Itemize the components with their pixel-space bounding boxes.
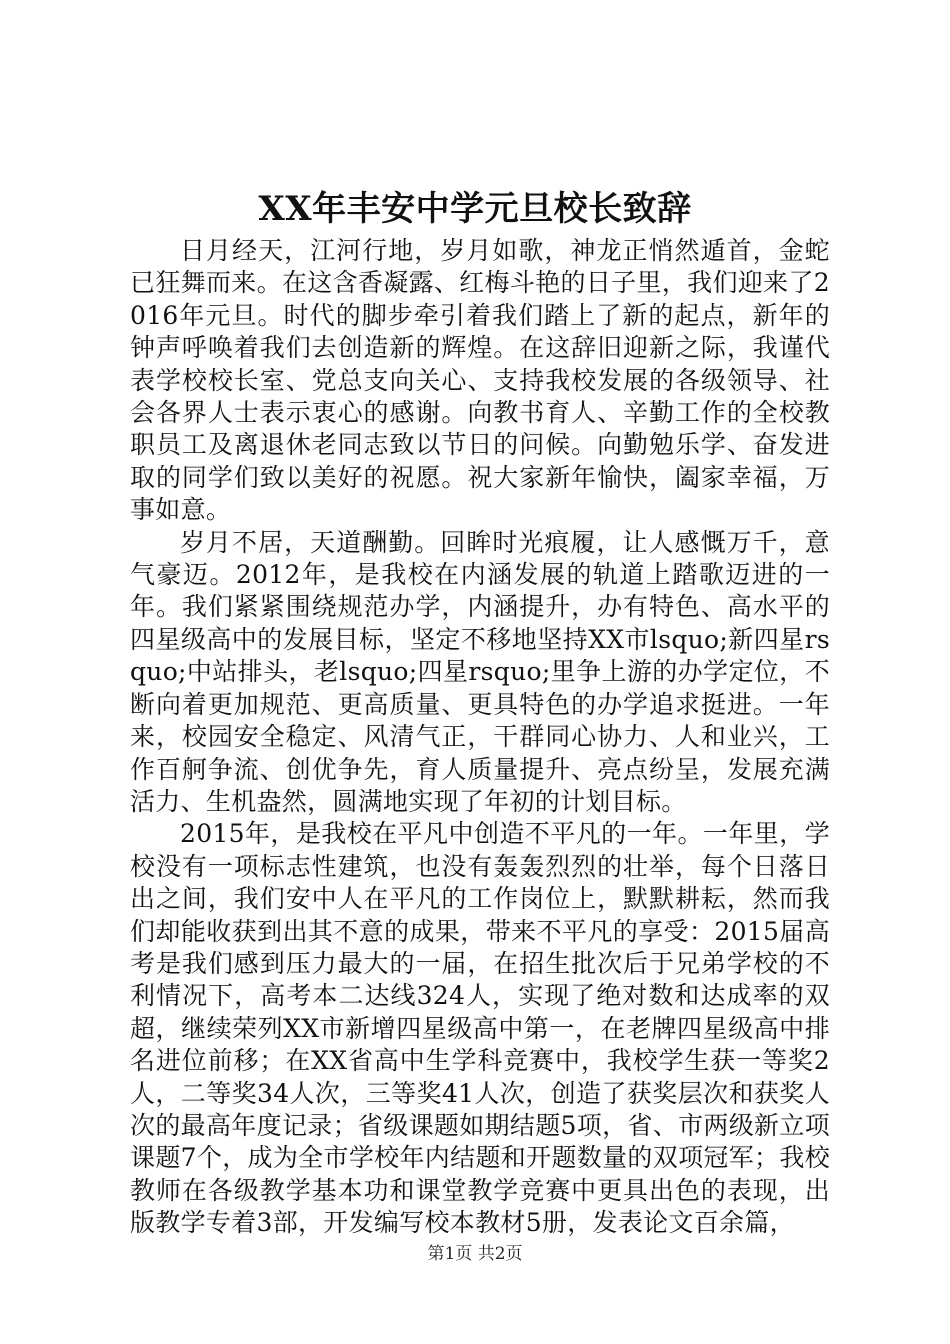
paragraph-3: 2015年，是我校在平凡中创造不平凡的一年。一年里，学校没有一项标志性建筑，也没有轰轰烈烈的壮举，每个日落日出之间，我们安中人在平凡的工作岗位上，默默耕耘，然而我们却能收获到出其不意的成果，带来不平凡的享受：2015届高考是我们感到压力最大的一届，在招生批次后于兄弟学校的不利情况下，高考本二达线324人，实现了绝对数和达成率的双超，继续荣列XX市新增四星级高中第一，在老牌四星级高中排名进位前移；在XX省高中生学科竞赛中，我校学生获一等奖2人，二等奖34人次，三等奖41人次，创造了获奖层次和获奖人次的最高年度记录；省级课题如期结题5项，省、市两级新立项课题7个，成为全市学校年内结题和开题数量的双项冠军；我校教师在各级教学基本功和课堂教学竞赛中更具出色的表现，出版教学专着3部，开发编写校本教材5册，发表论文百余篇， bbox=[130, 819, 830, 1238]
page-footer: 第1页 共2页 bbox=[427, 1244, 523, 1264]
paragraph-1: 日月经天，江河行地，岁月如歌，神龙正悄然遁首，金蛇已狂舞而来。在这含香凝露、红梅斗艳的日子里，我们迎来了2016年元旦。时代的脚步牵引着我们踏上了新的起点，新年的钟声呼唤着我们去创造新的辉煌。在这辞旧迎新之际，我谨代表学校校长室、党总支向关心、支持我校发展的各级领导、社会各界人士表示衷心的感谢。向教书育人、辛勤工作的全校教职员工及离退休老同志致以节日的问候。向勤勉乐学、奋发进取的同学们致以美好的祝愿。祝大家新年愉快，阖家幸福，万事如意。 bbox=[130, 236, 830, 525]
document-body bbox=[130, 235, 830, 1240]
document-title: XX年丰安中学元旦校长致辞 bbox=[258, 189, 692, 229]
paragraph-2: 岁月不居，天道酬勤。回眸时光痕履，让人感慨万千，意气豪迈。2012年，是我校在内涵发展的轨道上踏歌迈进的一年。我们紧紧围绕规范办学，内涵提升，办有特色、高水平的四星级高中的发展目标，坚定不移地坚持XX市lsquo;新四星rsquo;中站排头，老lsquo;四星rsquo;里争上游的办学定位，不断向着更加规范、更高质量、更具特色的办学追求挺进。一年来，校园安全稳定、风清气正，干群同心协力、人和业兴，工作百舸争流、创优争先，育人质量提升、亮点纷呈，发展充满活力、生机盎然，圆满地实现了年初的计划目标。 bbox=[130, 527, 830, 816]
